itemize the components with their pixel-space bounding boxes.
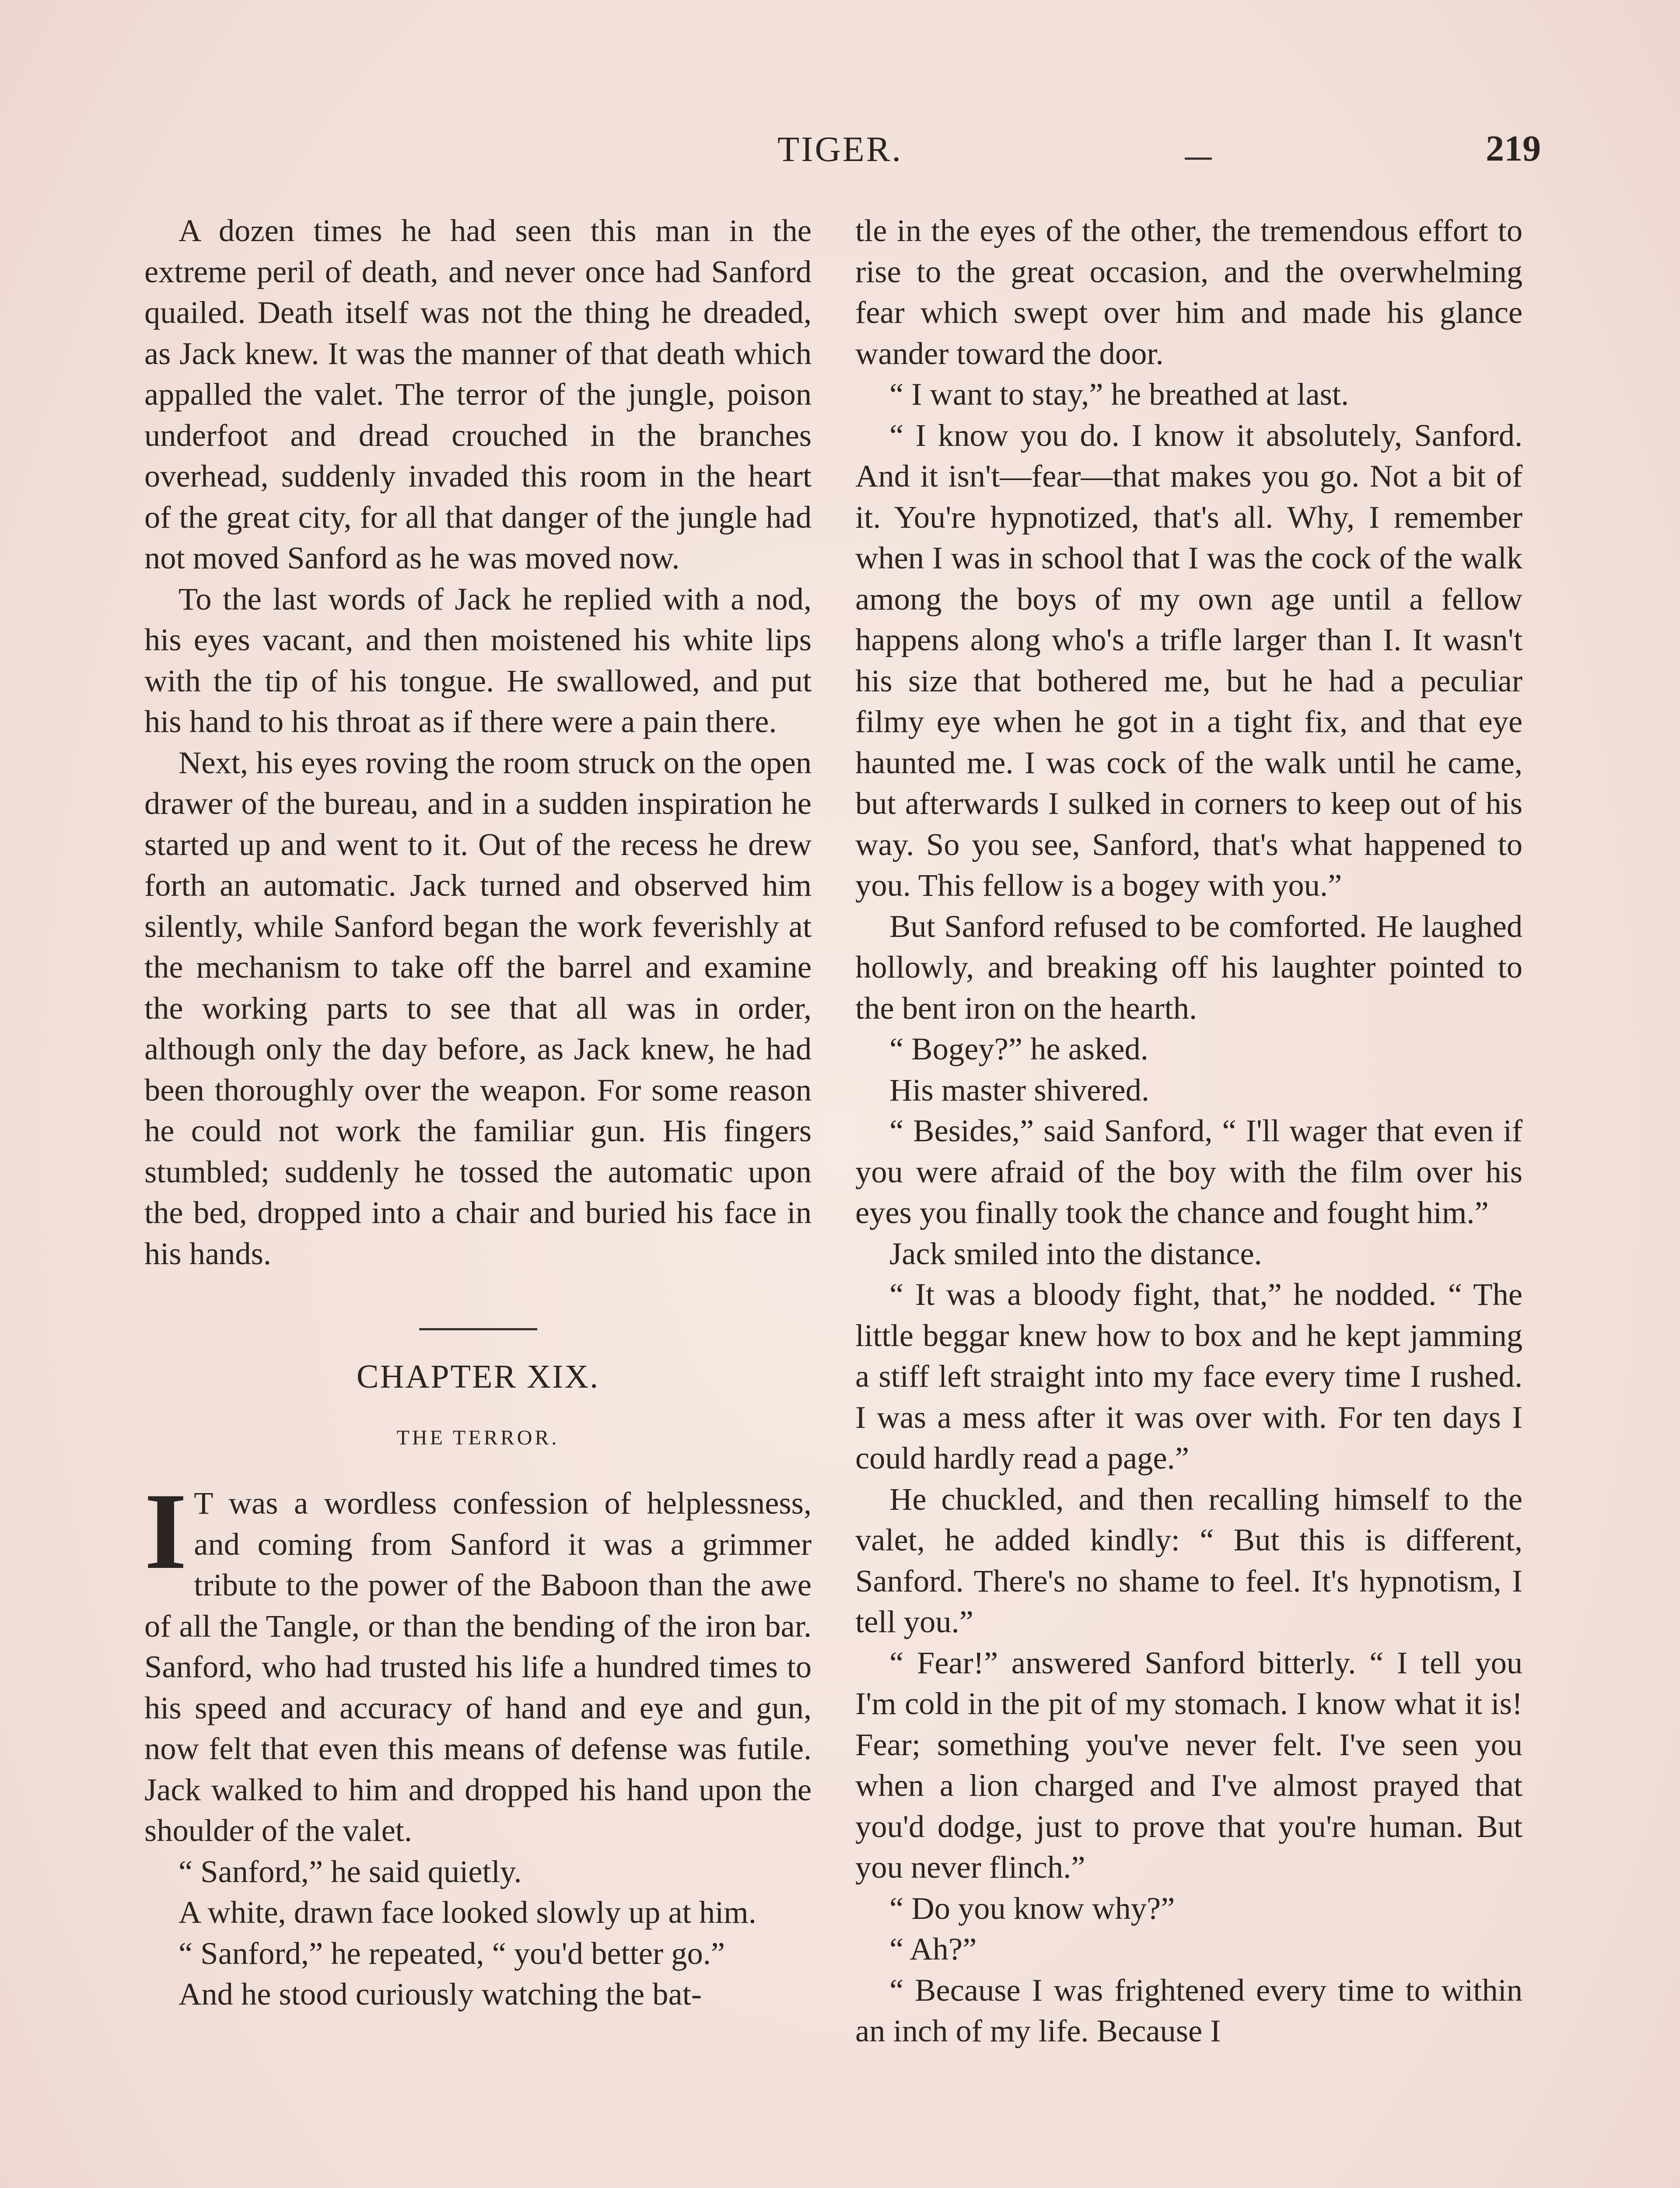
section-divider [419,1328,537,1330]
paragraph: “ It was a bloody fight, that,” he nodded. “ The little beggar knew how to box and he kept jamming a stiff left straight into my face every time I rushed. I was a mess after it was over with. For ten days I could hardly read a page.” [855,1276,1522,1476]
left-column [144,210,812,2015]
chapter-subtitle: THE TERROR. [396,1426,560,1449]
paragraph: “ Bogey?” he asked. [889,1031,1148,1066]
paragraph: Jack smiled into the distance. [889,1235,1262,1271]
paragraph: He chuckled, and then recalling himself to the valet, he added kindly: “ But this is different, Sanford. There's no shame to feel. It's hypnotism, I tell you.” [855,1481,1522,1639]
paragraph: “ I know you do. I know it absolutely, Sanford. And it isn't—fear—that makes you go. Not a bit of it. You're hypnotized, that's all. Why, I remember when I was in school that I was the cock of the walk among the boys of my own age until a fellow happens along who's a trifle larger than I. It wasn't his size that bothered me, but he had a peculiar filmy eye when he got in a tight fix, and that eye haunted me. I was cock of the walk until he came, but afterwards I sulked in corners to keep out of his way. So you see, Sanford, that's what happened to you. This fellow is a bogey with you.” [855,417,1522,903]
paragraph: “ Do you know why?” [889,1890,1175,1926]
paragraph: A white, drawn face looked slowly up at him. [178,1894,756,1930]
paragraph: “ Besides,” said Sanford, “ I'll wager that even if you were afraid of the boy with the film over his eyes you finally took the chance and fought him.” [855,1113,1522,1230]
paragraph: “ Sanford,” he repeated, “ you'd better go.” [178,1935,725,1971]
drop-cap: I [144,1471,187,1592]
opening-paragraph-text: T was a wordless confession of helplessness, and coming from Sanford it was a grimmer tribute to the power of the Baboon than the awe of all the Tangle, or than the bending of the iron bar. Sanford, who had trusted his life a hundred times to his speed and accuracy of hand and eye and gun, now felt that even this means of defense was futile. Jack walked to him and dropped his hand upon the shoulder of the valet. [144,1485,812,1848]
paragraph: “ Ah?” [889,1931,977,1967]
paragraph: “ I want to stay,” he breathed at last. [889,376,1349,412]
paragraph: A dozen times he had seen this man in the extreme peril of death, and never once had Sanford quailed. Death itself was not the thing he dreaded, as Jack knew. It was the manner of that death which appalled the valet. The terror of the jungle, poison underfoot and dread crouched in the branches overhead, suddenly invaded this room in the heart of the great city, for all that danger of the jungle had not moved Sanford as he was moved now. [144,213,812,575]
paragraph: “ Because I was frightened every time to within an inch of my life. Because I [855,1972,1522,2048]
chapter-title: CHAPTER XIX. [356,1358,600,1395]
paragraph: “ Fear!” answered Sanford bitterly. “ I tell you I'm cold in the pit of my stomach. I know what it is! Fear; something you've never felt. I've seen you when a lion charged and I've almost prayed that you'd dodge, just to prove that you're human. But you never flinch.” [855,1645,1522,1885]
paragraph: His master shivered. [889,1072,1149,1108]
paragraph: “ Sanford,” he said quietly. [178,1853,522,1889]
chapter-opening-paragraph [144,1471,812,1851]
paragraph: But Sanford refused to be comforted. He laughed hollowly, and breaking off his laughter pointed to the bent iron on the hearth. [855,908,1522,1026]
running-title: TIGER. [777,129,903,169]
paragraph: And he stood curiously watching the bat- [178,1976,702,2012]
right-column [855,210,1522,2051]
paragraph: To the last words of Jack he replied with a nod, his eyes vacant, and then moistened his white lips with the tip of his tongue. He swallowed, and put his hand to his throat as if there were a pain there. [144,581,812,739]
paragraph: Next, his eyes roving the room struck on the open drawer of the bureau, and in a sudden inspiration he started up and went to it. Out of the recess he drew forth an automatic. Jack turned and observed him silently, while Sanford began the work feverishly at the mechanism to take off the barrel and examine the working parts to see that all was in order, although only the day before, as Jack knew, he had been thoroughly over the weapon. For some reason he could not work the familiar gun. His fingers stumbled; suddenly he tossed the automatic upon the bed, dropped into a chair and buried his face in his hands. [144,744,812,1271]
continued-paragraph: tle in the eyes of the other, the tremendous effort to rise to the great occasion, and the overwhelming fear which swept over him and made his glance wander toward the door. [855,213,1522,371]
page-number: 219 [1486,128,1541,169]
header-dash [1185,158,1212,160]
